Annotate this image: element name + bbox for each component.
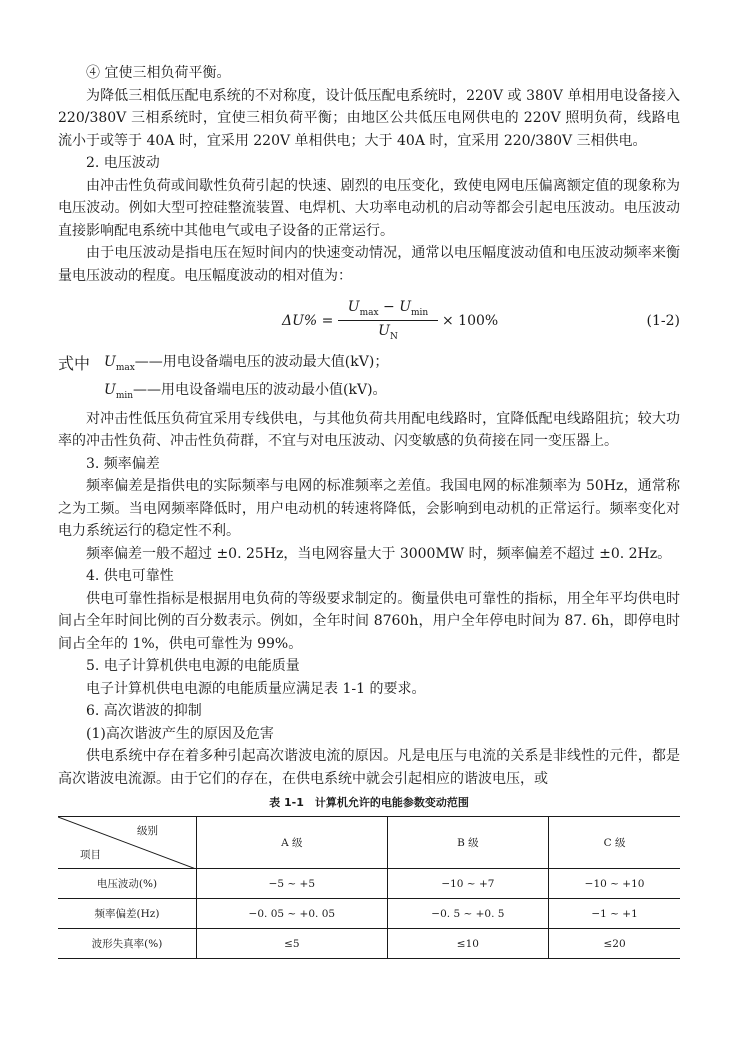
table-row xyxy=(58,899,680,929)
formula-denominator: $U_N$ xyxy=(378,322,398,342)
formula-1-2 xyxy=(58,293,680,351)
page-content xyxy=(58,62,680,959)
power-quality-table xyxy=(58,816,680,959)
formula-fraction xyxy=(338,299,438,342)
corner-label-item: 项目 xyxy=(80,849,101,862)
cell-a: −5 ~ +5 xyxy=(197,869,388,899)
table-row xyxy=(58,869,680,899)
corner-label-grade: 级别 xyxy=(137,825,158,838)
formula-multiplier: × 100% xyxy=(442,313,499,329)
formula-numerator: $U_{max} - U_{min}$ xyxy=(338,299,438,321)
section2-paragraph-3: 对冲击性低压负荷宜采用专线供电，与其他负荷共用配电线路时，宜降低配电线路阻抗；较大功率的冲击性负荷、冲击性负荷群，不宜与对电压波动、闪变敏感的负荷接在同一变压器上。 xyxy=(58,410,680,450)
section4-paragraph-1: 供电可靠性指标是根据用电负荷的等级要求制定的。衡量供电可靠性的指标，用全年平均供电时间占全年时间比例的百分数表示。例如，全年时间 8760h，用户全年停电时间为 87. 6h，即停电时间占全年的 1%，供电可靠性为 99%。 xyxy=(58,590,680,652)
section3-title: 3. 频率偏差 xyxy=(86,455,160,472)
formula-lhs: ΔU% = xyxy=(282,313,334,329)
item4-title: ④ 宜使三相负荷平衡。 xyxy=(86,65,231,81)
corner-diagonal-line xyxy=(58,817,196,869)
section5-paragraph-1: 电子计算机供电电源的电能质量应满足表 1-1 的要求。 xyxy=(86,680,426,697)
cell-b: −0. 5 ~ +0. 5 xyxy=(387,899,549,929)
cell-a: −0. 05 ~ +0. 05 xyxy=(197,899,388,929)
formula-legend xyxy=(58,351,680,408)
section3-paragraph-1: 频率偏差是指供电的实际频率与电网的标准频率之差值。我国电网的标准频率为 50Hz，通常称之为工频。当电网频率降低时，用户电动机的转速将降低，会影响到电动机的正常运行。频率变化对电力系统运行的稳定性不利。 xyxy=(58,478,680,540)
section2-title: 2. 电压波动 xyxy=(86,155,160,171)
cell-c: −1 ~ +1 xyxy=(549,899,680,929)
row-item: 电压波动(%) xyxy=(58,869,197,899)
section2-paragraph-1: 由冲击性负荷或间歇性负荷引起的快速、剧烈的电压变化，致使电网电压偏离额定值的现象称为电压波动。例如大型可控硅整流装置、电焊机、大功率电动机的启动等都会引起电压波动。电压波动直接影响配电系统中其他电气或电子设备的正常运行。 xyxy=(58,177,680,239)
row-item: 频率偏差(Hz) xyxy=(58,899,197,929)
section5-title: 5. 电子计算机供电电源的电能质量 xyxy=(86,658,300,675)
cell-b: ≤10 xyxy=(387,929,549,959)
section6-title: 6. 高次谐波的抑制 xyxy=(86,703,202,720)
section6-paragraph-1: 供电系统中存在着多种引起高次谐波电流的原因。凡是电压与电流的关系是非线性的元件，都是高次谐波电流源。由于它们的存在，在供电系统中就会引起相应的谐波电压，或 xyxy=(58,748,680,787)
section4-title: 4. 供电可靠性 xyxy=(86,568,174,585)
legend-umax: $U_{max}——$用电设备端电压的波动最大值(kV)； xyxy=(104,354,389,373)
header-grade-a: A 级 xyxy=(197,817,388,869)
table-caption: 表 1-1 计算机允许的电能参数变动范围 xyxy=(269,796,469,810)
section2-paragraph-2: 由于电压波动是指电压在短时间内的快速变动情况，通常以电压幅度波动值和电压波动频率来衡量电压波动的程度。电压幅度波动的相对值为： xyxy=(58,245,680,284)
legend-umin: $U_{min}——$用电设备端电压的波动最小值(kV)。 xyxy=(104,382,387,402)
cell-a: ≤5 xyxy=(197,929,388,959)
cell-c: ≤20 xyxy=(549,929,680,959)
table-header-row xyxy=(58,817,680,869)
table-row xyxy=(58,929,680,959)
header-grade-b: B 级 xyxy=(387,817,549,869)
formula-number: (1-2) xyxy=(646,313,680,329)
table-corner-cell xyxy=(58,817,197,869)
cell-c: −10 ~ +10 xyxy=(549,869,680,899)
row-item: 波形失真率(%) xyxy=(58,929,197,959)
item4-body: 为降低三相低压配电系统的不对称度，设计低压配电系统时，220V 或 380V 单相用电设备接入 220/380V 三相系统时，宜使三相负荷平衡；由地区公共低压电网供电的 220V 照明负荷，线路电流小于或等于 40A 时，宜采用 220V 单相供电；大于 40A 时，宜采用 220/380V 三相供电。 xyxy=(58,87,680,149)
header-grade-c: C 级 xyxy=(549,817,680,869)
section3-paragraph-2: 频率偏差一般不超过 ±0. 25Hz，当电网容量大于 3000MW 时，频率偏差不超过 ±0. 2Hz。 xyxy=(86,545,672,562)
legend-label: 式中 xyxy=(58,354,91,373)
cell-b: −10 ~ +7 xyxy=(387,869,549,899)
section6-subtitle-1: (1)高次谐波产生的原因及危害 xyxy=(86,725,274,742)
